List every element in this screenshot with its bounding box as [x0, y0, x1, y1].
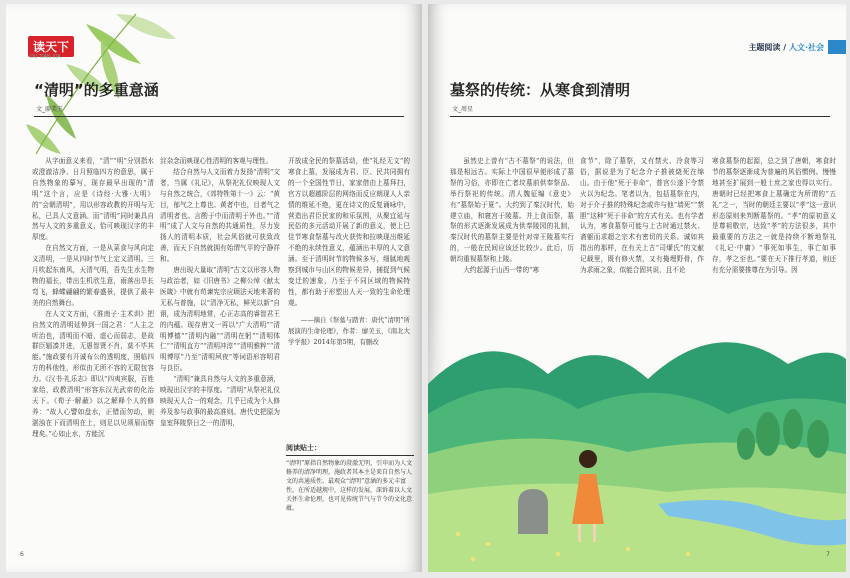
paragraph: 在自然文方面，一是从菜食与风向定义清明，一是从四时节气上定义清明。三月吹起东南风，天清气明，吾先生水生物物的福长，带出生机欣生意，雨落出旱长弯飞，蜂蝶翩翩的繁春盛景，提供了最丰美的自然舞台。 [32, 244, 154, 307]
left-column-1 [32, 156, 154, 440]
paragraph: 唐出现大量取“清明”古文以形容人物与政治者，如《旧唐书》之柳公绰《献太医箴》中就有苟谏宪宗应顾法天地来著的无私与普施，以“清净无私，鲜光以新”自诩，成为清明地常，心正志高的睿智君王的内蕴。现存唐文一再以“广大清明”“清明博德”“清明内融”“清明在躬”“清明体仁”“清明直方”“清明冲淳”“清明雅粹”“清明博厚”乃至“清明夙夜”等词语形容明君与良臣。 [160, 266, 280, 373]
section-label: 主题阅读 [748, 43, 781, 52]
right-article-author: 文_周星 [452, 106, 474, 113]
magazine-logo-subtitle: DU TIAN XIA [30, 54, 61, 60]
paragraph: 开放成全民的祭墓活动，使“礼经无文”的寒食上墓，发展成为君、臣、民共同拥有的一个全国性节日，家家借由上墓拜扫，官方以超越阶层的网络而反应朗现人人亲情的维延不绝，更在诗文的反复诵咏中，营造出君臣民家的和乐氛围，从聚宜延与民俗的多元活动开展了新的意义，使上巳佳节寒食祭墓与改火获传和拉映现出维延不绝的永续性意义，蕴涵出丰厚的人文意涵。至于清明时节的物候多写，细腻地观察到城市与山区的物候差异，捕捉到气候变迁的速象，乃至于不同区域的物候特性，都有助于形塑出人天一致的生命伦理观。 [288, 157, 410, 307]
right-page-number: 7 [826, 551, 830, 558]
paragraph: 虽然史上曾有“古不墓祭”的说法，但那是相远古。实际上中国很早便形成了墓祭的习俗，亦即在亡者坟墓前供奉祭品、举行祭祀的传统。清人魏征编《意史》有“墓祭始于夏”。大约到了秦汉时代，始建立庙，和寝宫于陵墓。并上食而祭，墓祭的形式逐渐发展成为供奉陵园的礼制，秦汉时代的墓祭主要是针对帝王陵墓实行的，一般在民间应该还比较少。此后，历朝均重视墓祭和上陵。 [450, 157, 574, 264]
spring-landscape-illustration [428, 304, 846, 572]
section-accent-label: 人文·社会 [788, 43, 824, 52]
paragraph: 从字面意义来看，“清”“明”分别指水或澄澈洁净、日月照临四方的意思，属于自然物象的摹写，现存最早出现的“清明”这个言，应是《诗经·大雅·大明》的“会朝清明”，用以形容政教的开明与无私，已具人文意涵。而“清明”同时兼具自然与人文的多重意义，恰可映现汉字的丰厚度。 [32, 157, 154, 242]
right-column-2 [580, 156, 704, 276]
right-column-3 [712, 156, 836, 276]
reading-tips-text: “清明”原指自然物象的澄澈无明，引申而为人文修养的清净明理，施政者其本主是来自自然与人文的共通质性。最观众“清明”意涵的多元丰富性，在所适越规中，这样的发展，深诉着以人文关怀生命伦理，也可见传统节气与节令的文化意蕴。 [286, 460, 413, 512]
paragraph: 寒食墓祭的起源，总之到了唐朝，寒食时节的墓祭逐渐成为普遍的风俗惯例。慢慢地甚至扩展到一般士庶之家也得以实行。唐朝时已经把寒食上墓确定为所谓的“五礼”之一，当时的朝廷主要以“孝”这一意识形态原则来判断墓祭的。“孝”的原初意义是尊祖敬宗，达致“孝”的方法很多，其中最重要的方法之一就是持续不断地祭礼《礼记·中庸》“事死如事生，事亡如事存，孝之至也。”要在天下推行孝道，则还有充分需要推尊在为引导。因 [712, 157, 836, 275]
section-header: 主题阅读 / 人文·社会 [748, 43, 824, 52]
reading-tips-title: 阅读贴士： [286, 444, 414, 456]
paragraph: “清明”兼具自然与人文的多重意涵，映现出汉字的丰厚度。“清明”从祭祀礼仪映现天人合一的观念，几乎已成为个人修养及参与政事的最高准则。唐代史把原为皇室拜陵祭日之一的清明， [160, 375, 280, 427]
left-column-3 [288, 156, 410, 347]
right-article-title: 墓祭的传统：从寒食到清明 [450, 81, 631, 99]
section-color-bar [828, 40, 846, 54]
left-title-rule [34, 116, 404, 117]
source-citation: ——摘自《祭墓与踏青：唐代“清明”所展演的生命伦理》，作者：廖美玉，《南北大学学报》2014年第5期，有删改 [288, 315, 410, 346]
right-title-rule [450, 116, 830, 117]
paragraph: 大约起源于山西一带的“寒 [463, 266, 540, 275]
left-page [6, 4, 422, 572]
magazine-logo: 读天下 [28, 36, 74, 57]
paragraph: 结合自然与人文而着力发扬“清明”文者，当属《礼记》，从祭祀礼仪映现人文与自然之统合，《郊特牲第十一》云：“黄目，郁气之上尊也。黄者中也，目者气之清明者也。言酌于中而清明于外也。”“清明”成了人文与自然的共通质性，尽力发扬人的清明本质，社会风俗就可获致改善，而天下自然就拥有始谓气平的宁静祥和。 [160, 167, 280, 264]
reading-tips-box [286, 444, 414, 544]
paragraph: 食节”，除了墓祭，又有禁火、冷食等习俗，据说是为了纪念介子推被烧死在绵山。由于他“死于非命”，普宫公遂下令禁火以为纪念。笔者以为，包括墓祭在内，对于介子推的特殊纪念或许与他“墙死”“禁胆”这种“死于非命”的方式有关。也有学者认为，寒食墓祭可能与上古时通过禁火、斋躯而求超之宗术有密切的关系。诚如其指出的那样，在有关上古“司爟氏”的文献记载里，既有修火禁，又有掩埋野骨，作为求雨之象，似能合固其说，且不论 [580, 157, 704, 275]
tombstone-icon [518, 489, 548, 534]
left-article-author: 文_廖美玉 [36, 106, 64, 113]
left-page-number: 6 [20, 551, 24, 558]
left-article-title: “清明”的多重意涵 [34, 81, 159, 99]
paragraph: 在人文文方面，《淮南子·主术训》把自然文的清明延伸到一国之君：“人主之听治也，清明而不暗，虚心而弱志，是故群臣辐凑并进，无愚智贤不肖，莫不毕其能。”施政要有开诚布公的透明度，照临四方的科他性，形似由无所不容的无限包容力。《汉书·礼乐志》即以“四夷宾服，百姓家给，政教清明”形容东汉光武帝的化治天下。《荀子·解蔽》以之解释个人的修养：“故人心譬如盘水，正错而勿动，则湛浊在下而清明在上，则足以见须眉而察理矣。”心如止水，方能沉 [32, 309, 154, 438]
right-page [428, 4, 846, 572]
right-column-1 [450, 156, 574, 276]
left-column-2 [160, 156, 280, 429]
paragraph: 淀杂念而映现心性清明的客观与理性。 [160, 157, 273, 165]
